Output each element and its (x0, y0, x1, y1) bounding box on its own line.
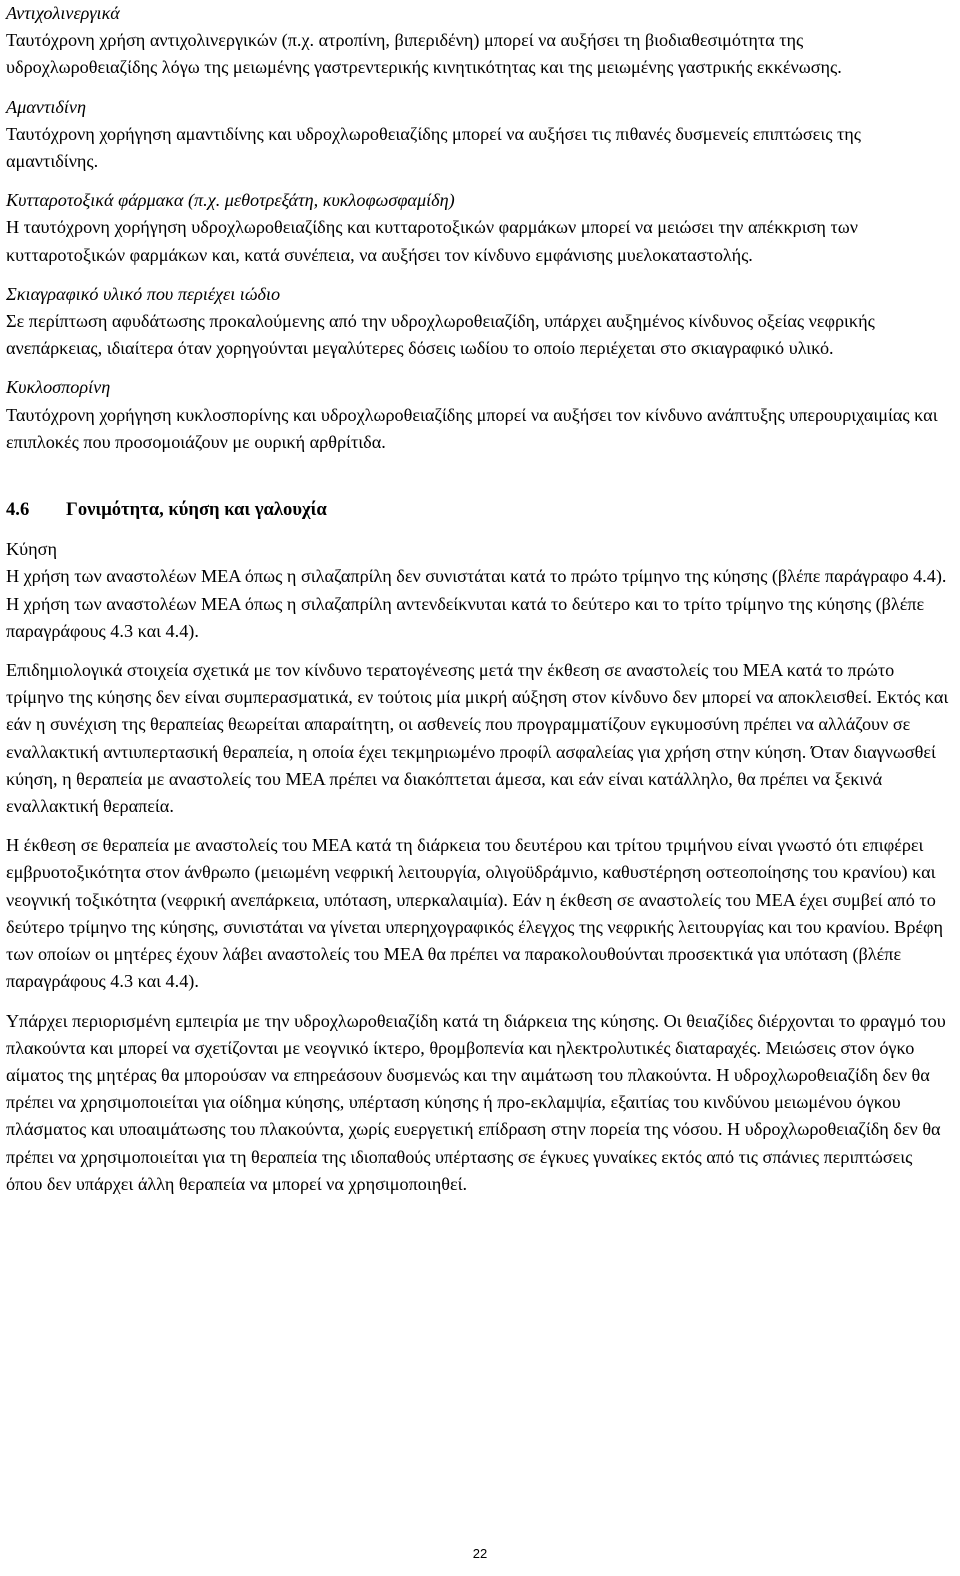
pregnancy-paragraph-3 (6, 832, 952, 995)
interaction-title: Αντιχολινεργικά (6, 3, 120, 23)
interaction-text: Ταυτόχρονη χορήγηση αμαντιδίνης και υδροχλωροθειαζίδης μπορεί να αυξήσει τις πιθανές δυσμενείς επιπτώσεις της αμαντιδίνης. (6, 123, 861, 172)
section-number: 4.6 (6, 499, 30, 521)
interaction-text: Ταυτόχρονη χρήση αντιχολινεργικών (π.χ. ατροπίνη, βιπεριδένη) μπορεί να αυξήσει τη βιοδιαθεσιμότητα της υδροχλωροθειαζίδης λόγω της μειωμένης γαστρεντερικής κινητικότητας και της μειωμένης γαστρικής εκκένωσης. (6, 30, 842, 78)
paragraph-text: Υπάρχει περιορισμένη εμπειρία με την υδροχλωροθειαζίδη κατά τη διάρκεια της κύησης. Οι θειαζίδες διέρχονται το φραγμό του πλακούντα και μπορεί να σχετίζονται με νεογνικό ίκτερο, θρομβοπενία και ηλεκτρολυτικές διαταραχές. Μειώσεις στον όγκο αίματος της μητέρας θα μπορούσαν να επηρεάσουν δυσμενώς και την αιμάτωση του πλακούντα. Η υδροχλωροθειαζίδη δεν θα πρέπει να χρησιμοποιείται για οίδημα κύησης, υπέρταση κύησης ή προ-εκλαμψία, εξαιτίας του κινδύνου μειωμένου όγκου πλάσματος και υποαιμάτωσης του πλακούντα, χωρίς ευεργετική επίδραση στην πορεία της νόσου. Η υδροχλωροθειαζίδη δεν θα πρέπει να χρησιμοποιείται για τη θεραπεία της ιδιοπαθούς υπέρτασης σε έγκυες γυναίκες εκτός από τις σπάνιες περιπτώσεις όπου δεν υπάρχει άλλη θεραπεία να μπορεί να χρησιμοποιηθεί. (6, 1010, 946, 1194)
interaction-title: Αμαντιδίνη (6, 96, 87, 117)
interaction-title: Κυτταροτοξικά φάρμακα (π.χ. μεθοτρεξάτη, κυκλοφωσφαμίδη) (6, 190, 455, 211)
section-title: Γονιμότητα, κύηση και γαλουχία (66, 499, 327, 521)
interaction-anticholinergics (6, 0, 952, 82)
page-number: 22 (472, 1546, 488, 1561)
pregnancy-paragraph-4 (6, 1008, 952, 1198)
interaction-text: Σε περίπτωση αφυδάτωσης προκαλούμενης από την υδροχλωροθειαζίδη, υπάρχει αυξημένος κίνδυνος οξείας νεφρικής ανεπάρκειας, ιδιαίτερα όταν χορηγούνται μεγαλύτερες δόσεις ιωδίου το οποίο περιέχεται στο σκιαγραφικό υλικό. (6, 311, 875, 359)
interaction-text: Ταυτόχρονη χορήγηση κυκλοσπορίνης και υδροχλωροθειαζίδης μπορεί να αυξήσει τον κίνδυνο ανάπτυξης υπερουριχαιμίας και επιπλοκές που προσομοιάζουν με ουρική αρθρίτιδα. (6, 404, 938, 452)
document-content (6, 0, 952, 1198)
interaction-title: Κυκλοσπορίνη (6, 377, 111, 398)
interaction-title: Σκιαγραφικό υλικό που περιέχει ιώδιο (6, 283, 281, 304)
interaction-cyclosporine (6, 374, 952, 456)
pregnancy-paragraph-1 (6, 536, 952, 645)
paragraph-text: Η έκθεση σε θεραπεία με αναστολείς του ΜΕΑ κατά τη διάρκεια του δευτέρου και τρίτου τριμήνου είναι γνωστό ότι επιφέρει εμβρυοτοξικότητα στον άνθρωπο (μειωμένη νεφρική λειτουργία, ολιγοϋδράμνιο, καθυστέρηση οστεοποίησης του κρανίου) και νεογνική τοξικότητα (νεφρική ανεπάρκεια, υπόταση, υπερκαλαιμία). Εάν η έκθεση σε αναστολείς του ΜΕΑ έχει συμβεί από το δεύτερο τρίμηνο της κύησης, συνιστάται να γίνεται υπερηχογραφικός έλεγχος της νεφρικής λειτουργίας και του κρανίου. Βρέφη των οποίων οι μητέρες έχουν λάβει αναστολείς του ΜΕΑ θα πρέπει να παρακολουθούνται προσεκτικά για υπόταση (βλέπε παραγράφους 4.3 και 4.4). (6, 835, 944, 992)
section-heading (6, 496, 952, 523)
pregnancy-paragraph-2 (6, 657, 952, 820)
section-subtitle: Κύηση (6, 539, 57, 560)
paragraph-text: Η χρήση των αναστολέων ΜΕΑ όπως η σιλαζαπρίλη δεν συνιστάται κατά το πρώτο τρίμηνο της κύησης (βλέπε παράγραφο 4.4). Η χρήση των αναστολέων ΜΕΑ όπως η σιλαζαπρίλη αντενδείκνυται κατά το δεύτερο και το τρίτο τρίμηνο της κύησης (βλέπε παραγράφους 4.3 και 4.4). (6, 566, 947, 641)
interaction-amantadine (6, 94, 952, 176)
interaction-cytotoxic (6, 187, 952, 269)
paragraph-text: Επιδημιολογικά στοιχεία σχετικά με τον κίνδυνο τερατογένεσης μετά την έκθεση σε αναστολείς του ΜΕΑ κατά το πρώτο τρίμηνο της κύησης δεν είναι συμπερασματικά, εν τούτοις μία μικρή αύξηση στον κίνδυνο δεν μπορεί να αποκλεισθεί. Εκτός και εάν η συνέχιση της θεραπείας θεωρείται απαραίτητη, οι ασθενείς που προγραμματίζουν εγκυμοσύνη πρέπει να αλλάζουν σε εναλλακτική αντιυπερτασική θεραπεία, η οποία έχει τεκμηριωμένο προφίλ ασφαλείας για χρήση στην κύηση. Όταν διαγνωσθεί κύηση, η θεραπεία με αναστολείς του ΜΕΑ πρέπει να διακόπτεται άμεσα, και εάν είναι κατάλληλο, θα πρέπει να ξεκινά εναλλακτική θεραπεία. (6, 660, 949, 817)
interaction-text: Η ταυτόχρονη χορήγηση υδροχλωροθειαζίδης και κυτταροτοξικών φαρμάκων μπορεί να μειώσει την απέκκριση των κυτταροτοξικών φαρμάκων και, κατά συνέπεια, να αυξήσει τον κίνδυνο εμφάνισης μυελοκαταστολής. (6, 217, 858, 265)
interaction-iodine-contrast (6, 281, 952, 363)
